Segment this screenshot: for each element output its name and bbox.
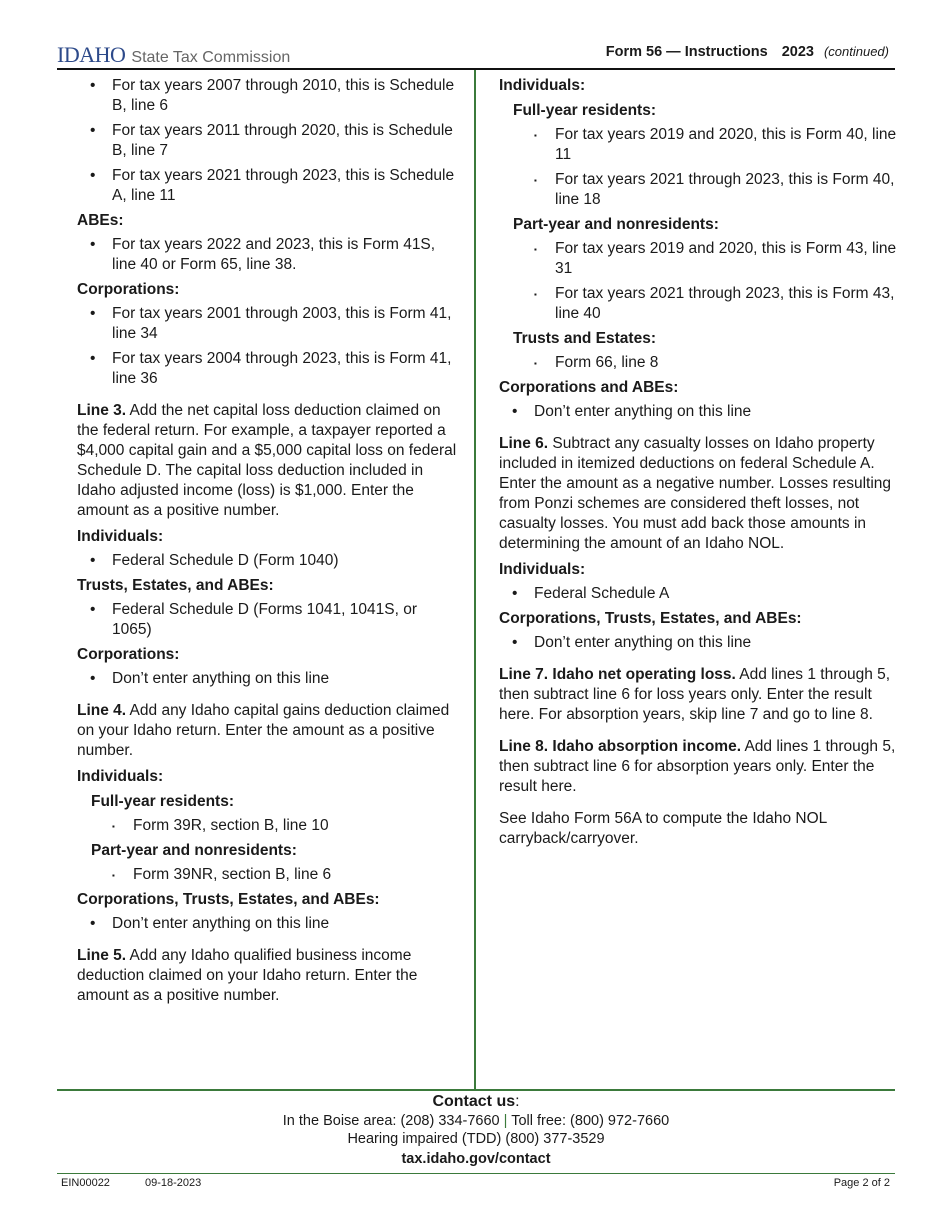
see-form-56a-paragraph: See Idaho Form 56A to compute the Idaho NOL carryback/carryover.: [499, 810, 827, 847]
form-id: EIN00022: [61, 1177, 110, 1189]
part-year-heading: Part-year and nonresidents:: [513, 216, 719, 233]
individuals-heading: Individuals:: [499, 77, 586, 94]
line4-corp-trusts-heading: Corporations, Trusts, Estates, and ABEs:: [77, 891, 380, 908]
line3-corporations-heading: Corporations:: [77, 646, 180, 663]
list-item: • For tax years 2011 through 2020, this is Schedule B, line 7: [77, 121, 457, 161]
contact-link[interactable]: tax.idaho.gov/contact: [401, 1151, 551, 1167]
abes-heading: ABEs:: [77, 212, 124, 229]
line3-text: Add the net capital loss deduction claimed on the federal return. For example, a taxpayer reported a $4,000 capital gain and a $5,000 capital loss on federal Schedule D. The capital loss deduction included in Idaho adjusted income (loss) is $1,000. Enter the amount as a positive number.: [77, 402, 457, 519]
line5-paragraph: [77, 946, 457, 1006]
tollfree-phone: Toll free: (800) 972-7660: [511, 1113, 670, 1129]
line4-text: Add any Idaho capital gains deduction claimed on your Idaho return. Enter the amount as a positive number.: [77, 702, 450, 759]
list-item: • For tax years 2022 and 2023, this is Form 41S, line 40 or Form 65, line 38.: [77, 235, 457, 275]
line3-label: Line 3.: [77, 402, 127, 419]
line8-label: Line 8. Idaho absorption income.: [499, 738, 741, 755]
column-divider: [474, 70, 476, 1089]
line4-full-year-heading: Full-year residents:: [91, 793, 234, 810]
left-column: [77, 76, 457, 1012]
line6-label: Line 6.: [499, 435, 549, 452]
list-item: • For tax years 2001 through 2003, this is Form 41, line 34: [77, 304, 457, 344]
phone-line: [57, 1112, 895, 1130]
list-item: ▪ For tax years 2021 through 2023, this is Form 43, line 40: [499, 284, 899, 324]
separator: |: [503, 1113, 508, 1129]
line7-label: Line 7. Idaho net operating loss.: [499, 666, 736, 683]
corporations-heading: Corporations:: [77, 281, 180, 298]
form-title-block: [606, 44, 889, 60]
line4-paragraph: [77, 701, 457, 761]
page-header: [57, 40, 895, 70]
line6-corp-trusts-heading: Corporations, Trusts, Estates, and ABEs:: [499, 610, 802, 627]
list-item: • Don’t enter anything on this line: [499, 402, 899, 422]
line8-paragraph: [499, 737, 899, 797]
line4-part-year-heading: Part-year and nonresidents:: [91, 842, 297, 859]
full-year-heading: Full-year residents:: [513, 102, 656, 119]
list-item: ▪ For tax years 2019 and 2020, this is Form 43, line 31: [499, 239, 899, 279]
contact-footer: [57, 1092, 895, 1168]
contact-heading: Contact us:: [432, 1093, 520, 1110]
list-item: • For tax years 2021 through 2023, this is Schedule A, line 11: [77, 166, 457, 206]
boise-phone: In the Boise area: (208) 334-7660: [282, 1113, 500, 1129]
list-item: ▪ Form 39NR, section B, line 6: [77, 865, 457, 885]
list-item: • Federal Schedule D (Form 1040): [77, 551, 457, 571]
idaho-logo-mark: IDAHO: [57, 42, 126, 67]
line8-text: Add lines 1 through 5, then subtract line 6 for absorption years only. Enter the result here.: [499, 738, 896, 795]
trusts-estates-heading: Trusts and Estates:: [513, 330, 656, 347]
right-column: [499, 76, 899, 855]
list-item: • Don’t enter anything on this line: [499, 633, 899, 653]
continued-label: (continued): [823, 44, 889, 59]
line3-paragraph: [77, 401, 457, 521]
corporations-abes-heading: Corporations and ABEs:: [499, 379, 679, 396]
line4-individuals-heading: Individuals:: [77, 768, 164, 785]
list-item: • For tax years 2007 through 2010, this is Schedule B, line 6: [77, 76, 457, 116]
agency-name: State Tax Commission: [131, 49, 291, 66]
list-item: ▪ For tax years 2021 through 2023, this is Form 40, line 18: [499, 170, 899, 210]
tdd-phone: Hearing impaired (TDD) (800) 377-3529: [347, 1131, 605, 1147]
line4-label: Line 4.: [77, 702, 127, 719]
agency-logo: [57, 42, 290, 68]
line3-trusts-heading: Trusts, Estates, and ABEs:: [77, 577, 274, 594]
form-year: 2023: [781, 44, 814, 60]
line6-paragraph: [499, 434, 899, 554]
list-item: • Don’t enter anything on this line: [77, 914, 457, 934]
list-item: ▪ For tax years 2019 and 2020, this is Form 40, line 11: [499, 125, 899, 165]
line6-individuals-heading: Individuals:: [499, 561, 586, 578]
footer-bottom-divider: [57, 1173, 895, 1174]
page-number: Page 2 of 2: [833, 1177, 890, 1189]
list-item: • Don’t enter anything on this line: [77, 669, 457, 689]
line6-text: Subtract any casualty losses on Idaho property included in itemized deductions on federal Schedule A. Enter the amount as a negative number. Losses resulting from Ponzi schemes are considered theft losses, not casualty losses. You must add back those amounts in determining the amount of an Idaho NOL.: [499, 435, 892, 552]
line5-text: Add any Idaho qualified business income deduction claimed on your Idaho return. Enter the amount as a positive number.: [77, 947, 418, 1004]
list-item: • Federal Schedule D (Forms 1041, 1041S, or 1065): [77, 600, 457, 640]
footer-divider: [57, 1089, 895, 1091]
line3-individuals-heading: Individuals:: [77, 528, 164, 545]
line7-text: Add lines 1 through 5, then subtract line 6 for loss years only. Enter the result here. For absorption years, skip line 7 and go to line 8.: [499, 666, 891, 723]
line7-paragraph: [499, 665, 899, 725]
list-item: ▪ Form 66, line 8: [499, 353, 899, 373]
line5-label: Line 5.: [77, 947, 127, 964]
list-item: • Federal Schedule A: [499, 584, 899, 604]
form-title: Form 56 — Instructions: [605, 44, 768, 60]
list-item: • For tax years 2004 through 2023, this is Form 41, line 36: [77, 349, 457, 389]
revision-date: 09-18-2023: [145, 1177, 202, 1189]
list-item: ▪ Form 39R, section B, line 10: [77, 816, 457, 836]
line2-bullets: [77, 76, 457, 206]
